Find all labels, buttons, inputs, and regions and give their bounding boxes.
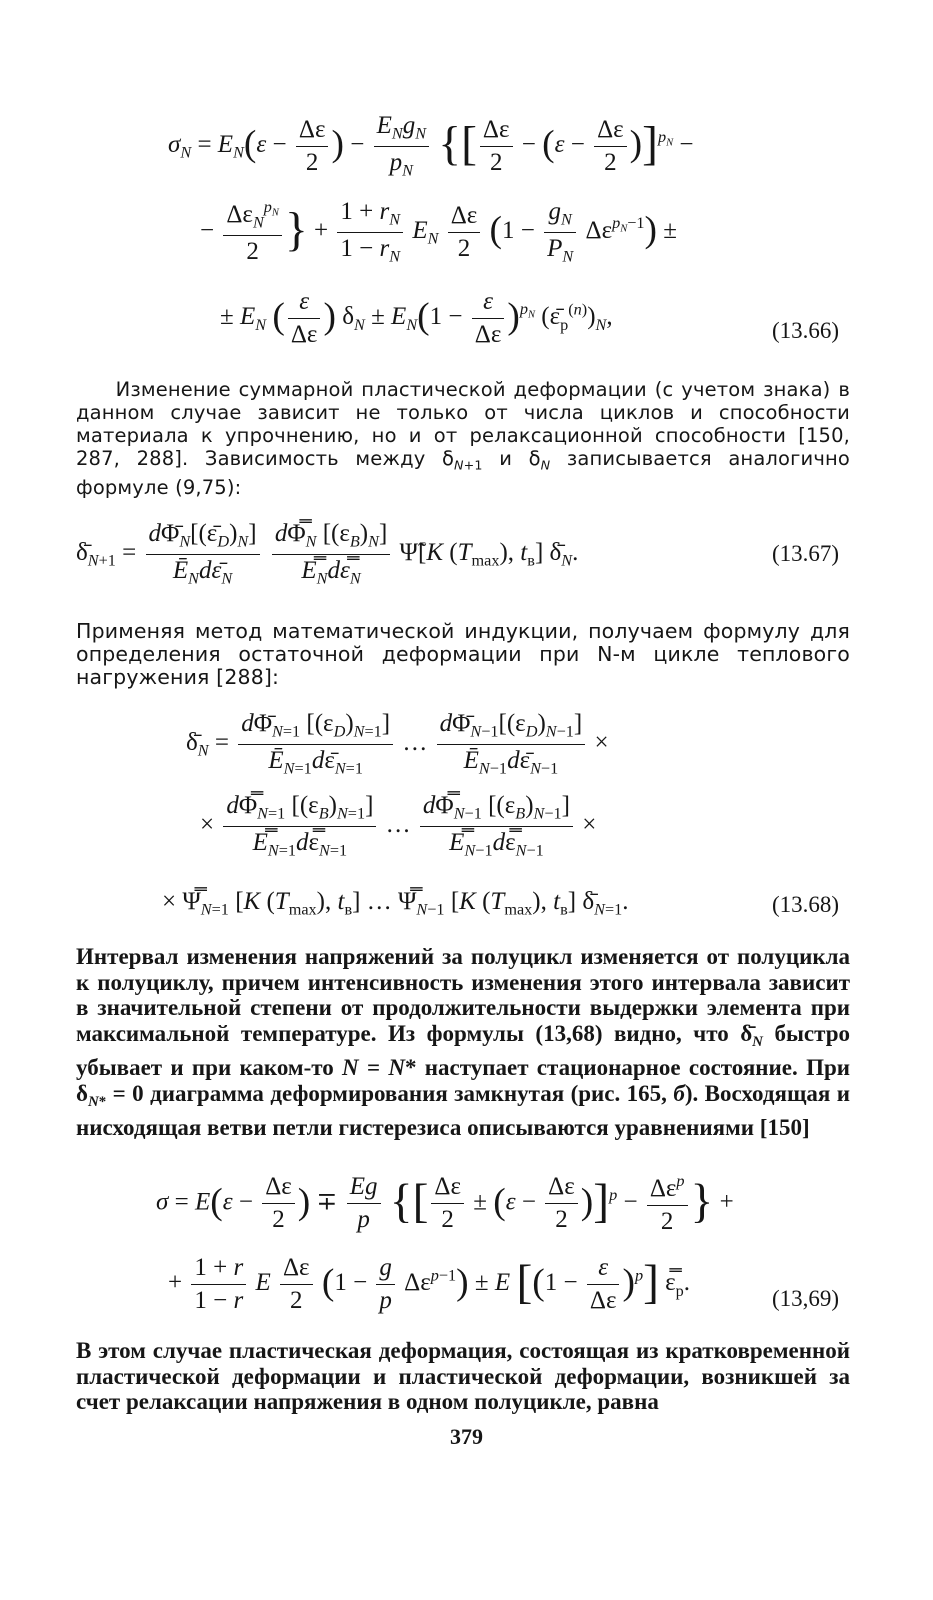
equation-13-68-line-1: $\deltā_N$ = $\frac{d\Phī_{N=1} [(\varepsilon_D)_{N=1}]}{Ē_{N=1}d\varepsilon̄_{N=1}}$ … $\frac{d\Phī_{N-1}[(\varepsilon_D)_{N-1}]}{Ē_{N-1}d\varepsilon̄_{N-1}}$ × [186,710,609,778]
equation-13-66-line-3: ± $E_N$ ( $\frac{\varepsilon}{\Delta\varepsilon}$ ) $\delta_N \pm E_N(1$ − $\frac{\varepsilon}{\Delta\varepsilon}$ )$^{p_N}$ $(\varepsilon̄_p^{(n)})_N$, [220,288,613,348]
paragraph-2: Применяя метод математической индукции, получаем формулу для определения остаточной деформации при N-м цикле теплового нагружения [288]: [76,619,850,689]
equation-13-69-line-2: + $\frac{1 + r}{1 - r}$ E $\frac{\Delta\varepsilon}{2}$ (1 − $\frac{g}{p}$ $\Delta\varepsilon^{p-1}) \pm E$ [(1 − $\frac{\varepsilon}{\Delta\varepsilon}$ )$^p$] $\varepsilon̿_p$. [168,1254,691,1314]
paragraph-1: Изменение суммарной пластической деформации (с учетом знака) в данном случае зависит не только от числа циклов и способности материала к упрочнению, но и от релаксационной способности [150, 287, 288]. Зависимость между $\delta_{N+1}$ и $\delta_N$ записывается аналогично формуле (9,75): [76,378,850,500]
equation-13-67-line-1: $\deltā_{N+1}$ = $\frac{d\Phī_N[(\varepsilon̄_D)_N]}{Ē_Nd\varepsilon̄_N}$ $\frac{d\Phi̿_N [(\varepsilon_B)_N]}{E̿_Nd\varepsilon̿_N}$ Ψ̃[K $(T_{max})$, $t_в$] $\deltā_N$. [76,520,579,588]
equation-number-13-69: (13,69) [772,1286,840,1311]
paragraph-3: Интервал изменения напряжений за полуцикл изменяется от полуцикла к полуциклу, причем интенсивность изменения этого интервала зависит в значительной степени от продолжительности выдержки элемента при максимальной температуре. Из формулы (13,68) видно, что $\deltā_N$ быстро убывает и при каком-то N = N* наступает стационарное состояние. При $\delta_{N*} = 0$ диаграмма деформирования замкнутая (рис. 165, б). Восходящая и нисходящая ветви петли гистерезиса описываются уравнениями [150] [76,944,850,1141]
page-number: 379 [450,1424,483,1449]
equation-number-13-68: (13.68) [772,892,840,917]
equation-13-68-line-3: × $\Psi̿_{N=1}$ [K $(T_{max})$, $t_в$] … $\Psi̿_{N-1}$ [K $(T_{max})$, $t_в$] $\deltā_{N=1}$. [162,888,629,919]
equation-number-13-66: (13.66) [772,318,840,343]
equation-13-66-line-2: − $\frac{\Delta\varepsilon_N^{p_N}}{2}$ } + $\frac{1 + r_N}{1 - r_N}$ $E_N$ $\frac{\Delta\varepsilon}{2}$ (1 − $\frac{g_N}{P_N}$ $\Delta\varepsilon^{p_N-1}$) ± [200,198,678,266]
paragraph-4: В этом случае пластическая деформация, состоящая из кратковременной пластической деформации и пластической деформации, возникшей за счет релаксации напряжения в одном полуцикле, равна [76,1338,850,1414]
equation-13-69-line-1: σ = E(ε − $\frac{\Delta\varepsilon}{2}$ ) ∓ $\frac{Eg}{p}$ {[ $\frac{\Delta\varepsilon}{2}$ ± (ε − $\frac{\Delta\varepsilon}{2}$ )]$^p$ − $\frac{\Delta\varepsilon^p}{2}$ } + [156,1172,734,1235]
equation-13-68-line-2: × $\frac{d\Phi̿_{N=1} [(\varepsilon_B)_{N=1}]}{E̿_{N=1}d\varepsilon̿_{N=1}}$ … $\frac{d\Phi̿_{N-1} [(\varepsilon_B)_{N-1}]}{E̿_{N-1}d\varepsilon̿_{N-1}}$ × [200,792,597,860]
equation-number-13-67: (13.67) [772,541,840,566]
equation-13-66-line-1: $\sigma_N = E_N(\varepsilon$ − $\frac{\Delta\varepsilon}{2}$ ) − $\frac{E_Ng_N}{p_N}$ {[ $\frac{\Delta\varepsilon}{2}$ − (ε − $\frac{\Delta\varepsilon}{2}$ )]$^{p_N}$ − [168,112,694,180]
